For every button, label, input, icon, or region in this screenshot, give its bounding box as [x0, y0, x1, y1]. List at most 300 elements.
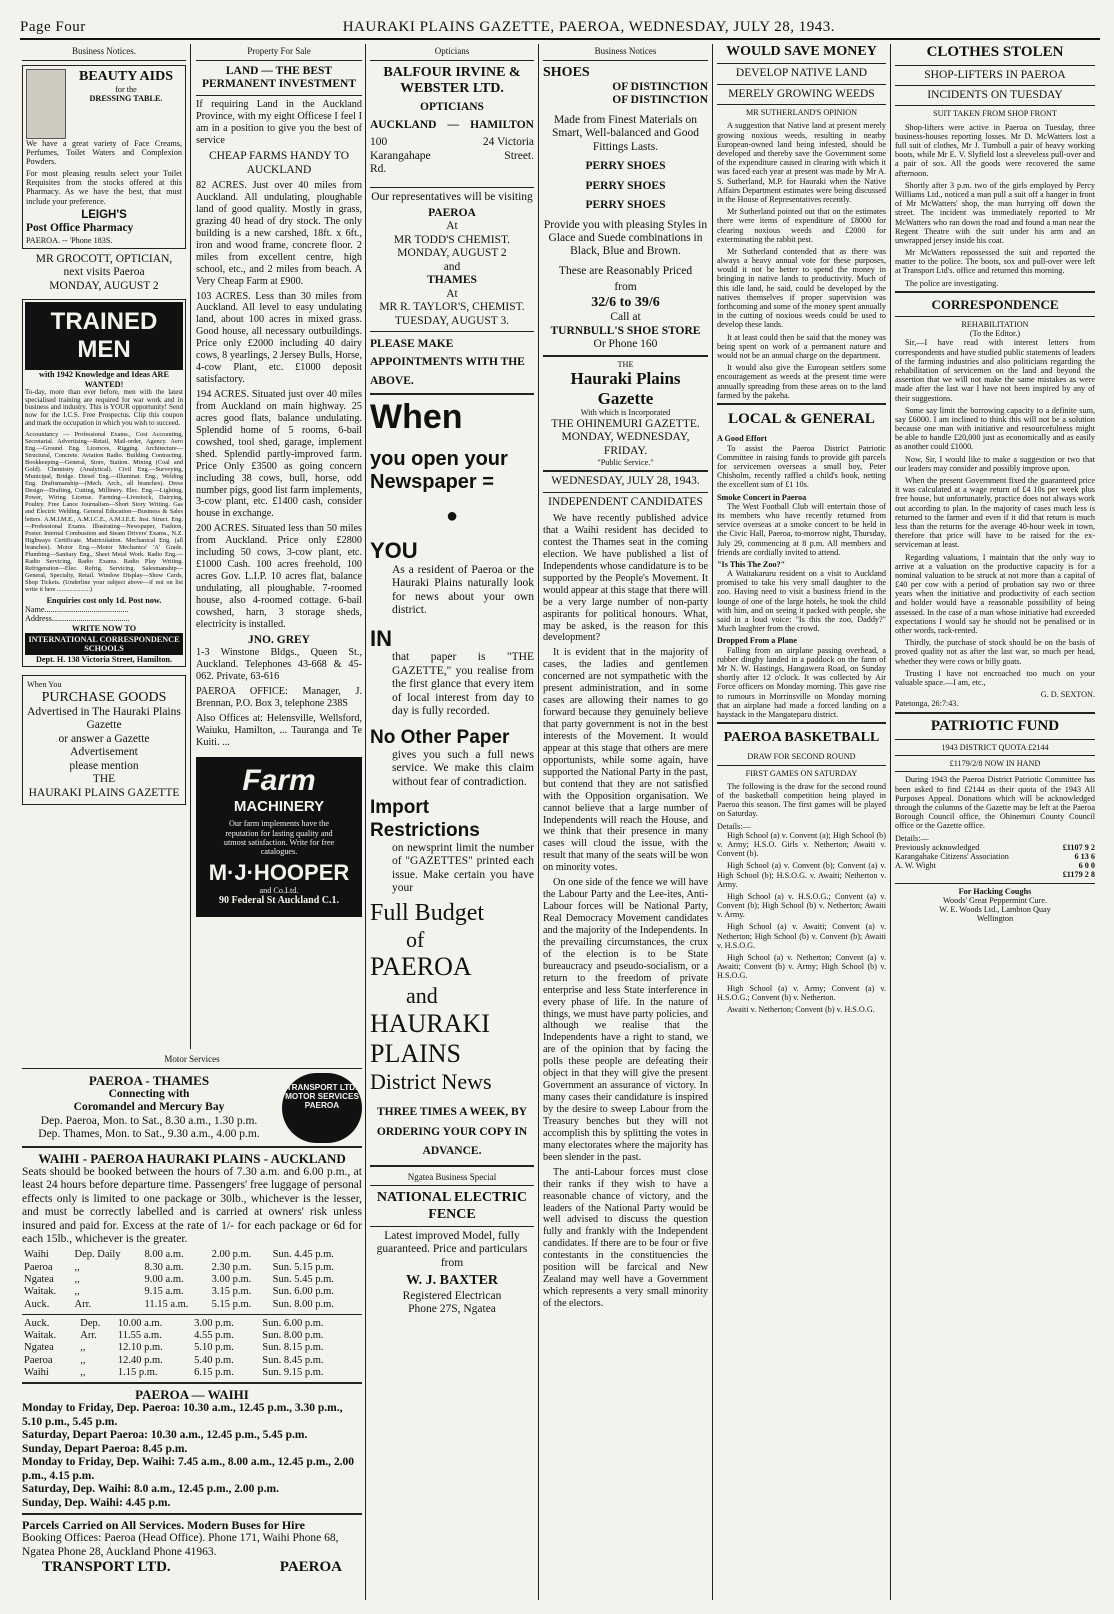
timetable-cell: 3.00 p.m. — [211, 1274, 252, 1285]
perry-shoes: PERRY SHOES — [585, 179, 666, 192]
timetable-cell: 11.15 a.m. — [144, 1298, 189, 1310]
at: At — [446, 220, 458, 233]
perry-shoes: PERRY SHOES — [585, 199, 666, 212]
route-sub: Coromandel and Mercury Bay — [73, 1101, 225, 1114]
course-list: Accountancy — Professional Exams., Cost Accounting, Secretarial. Advertising—Retail, Mail-order, Agency. Aero Eng.—Ground Eng. Licences, Rigging. Architecture—Structural, Concrete. Aviation Radio. Building Contracting. Bookkeeping—General, Store, Station. Mining (Coal and Gold). Chemistry (Analytical). Civil Eng.—Surveying, Municipal, Bridge. Diesel Eng.—Illuminat. Eng., Welding Eng. Draftsmanship—(Mech. Arch., all branches). Dress Design—Drafting, Cutting, Millinery. Elec. Eng.—Lighting, Power, Wiring License. Farming—Livestock, Dairying, Poultry. Free Lance Journalism—Short Story Writing. Gas and Electric Welding. General Education—Business & Sales letters. A.M.I.M.E., A.M.I.C.E., A.M.I.E.E. Inst. Struct. Eng.—Professional Exams. Illustrating—Newspaper, Fashion, Poster. Internal Combustion and Steam Drivers' Exams., N.Z. Highways Certificate. Matriculation. Mechanical Eng. (all branches). Motor Eng.—Motor Mechanics' 'A' Grade. Plumbing—Sanitary Eng., Sheet Metal Work. Radio Eng.—Radio Servicing, Radio Exams. Radio Play Writing. Refrigeration—Elec. Refrig. Servicing. Salesmanship—General, Specialty, Retail. Window Display—Show Cards, Shop Tickets. (Underline your subject above—if not on list write it here .....................) — [25, 430, 183, 593]
headline: CLOTHES STOLEN — [926, 44, 1064, 60]
paragraph: Now, Sir, I would like to make a suggestion or two that our leaders may consider and possibly improve upon. — [895, 454, 1095, 473]
item-body: A Waitakaruru resident on a visit to Auckland promised to take his very small daughter to the zoo. Having need to visit a business friend in the lounge of one of the large hotels, he took the child with him, and on seeing it packed with people, she said in a loud voice: "Is this the zoo, Daddy?" Much laughter from the crowd. — [717, 569, 886, 634]
shoes-title: SHOES — [543, 64, 590, 80]
ad-sub: MACHINERY — [233, 797, 325, 815]
route-title: WAIHI - PAEROA HAURAKI PLAINS - AUCKLAND — [38, 1150, 346, 1166]
ad-body: Our farm implements have the reputation for lasting quality and utmost satisfaction. Write for free catalogues. — [223, 819, 335, 856]
and: and — [443, 260, 461, 273]
timetable-cell: Waitak. — [24, 1330, 57, 1342]
timetable-cell: 8.00 a.m. — [144, 1249, 184, 1261]
hooper-name: M·J·HOOPER — [208, 860, 350, 886]
timetable-cell: 12.10 p.m. — [117, 1342, 163, 1354]
timetable-row — [22, 1367, 362, 1379]
ad-line: Advertised in The Hauraki Plains Gazette — [27, 705, 181, 732]
masthead — [20, 18, 1100, 40]
subheadline: FIRST GAMES ON SATURDAY — [745, 768, 858, 778]
beauty-aids-ad — [22, 65, 186, 249]
column-rule — [712, 44, 713, 1600]
the: THE — [617, 359, 634, 369]
details-label: Details:— — [717, 821, 751, 831]
timetable-cell: Ngatea — [24, 1342, 54, 1354]
parcels-line: Parcels Carried on All Services. Modern Buses for Hire — [22, 1518, 305, 1533]
draw-line: High School (a) v. H.S.O.G.; Convent (a) v. Convent (b); High School (b) v. Netherton; Awaiti v. Army. — [717, 891, 886, 920]
item-body: Falling from an airplane passing overhead, a rubber dinghy landed in a paddock on the farm of Mr N. W. Hastings, Hangawera Road, on Sunday shortly after 12 o'clock. It was collected by Air Force officers on Monday morning. This gave rise to rumours in Morrinsville on Monday morning that an airplane had made a forced landing on a haystack in the Mangateparu district. — [717, 645, 886, 719]
baxter-phone: Phone 27S, Ngatea — [408, 1303, 496, 1316]
timetable-cell: 5.40 p.m. — [194, 1354, 234, 1366]
shop-name: LEIGH'S — [81, 208, 127, 221]
column-shoes-editorial — [543, 44, 708, 1599]
paragraph: The anti-Labour forces must close their ranks if they wish to have a reasonable chance of victory, and the leaders of the National Party would be well advised to discuss the question fully and frankly with the Independent candidates. If there are to be four or five contestants in the constituencies the position will be farcical and New Zealand may well have a Government which represents a very small minority of the electors. — [543, 1166, 708, 1310]
page-number: Page Four — [20, 19, 86, 35]
firm-type: OPTICIANS — [420, 101, 484, 114]
promo-heading: Import Restrictions — [370, 797, 480, 841]
paragraph: Regarding valuations, I maintain that the only way to arrive at a valuation on the productive capacity is for a nominal valuation to be struck at not more than a capital of £40 per cow with a period of probation say two or three years when the initiative and productivity of each section and holder would have a reasonable possibility of being assessed. In the case of a man whose initiative had exceeded expectations I would say he should not be penalised or in other words, rack-rented. — [895, 552, 1095, 636]
ad-line: or answer a Gazette Advertisement — [58, 732, 150, 759]
baxter-name: W. J. BAXTER — [405, 1273, 499, 1289]
paragraph: It would also give the European settlers some encouragement as weeds at the present time were annually spreading from these areas on to the land farmed by the pakeha. — [717, 363, 886, 400]
perry-shoes: PERRY SHOES — [585, 160, 666, 173]
timetable-cell: Sun. 8.00 p.m. — [262, 1330, 324, 1342]
ad-sub: for the — [115, 84, 137, 94]
timetable-cell: 5.15 p.m. — [211, 1298, 252, 1310]
promo-text: on newsprint limit the number of "GAZETTES" printed each issue. Make certain you have your — [392, 841, 534, 895]
subheadline: 1943 DISTRICT QUOTA £2144 — [941, 743, 1049, 753]
ad-line: HAURAKI PLAINS GAZETTE — [28, 786, 180, 799]
section-title: Business Notices. — [22, 44, 186, 61]
timetable-cell: ,, — [80, 1354, 86, 1366]
to-editor: (To the Editor.) — [969, 329, 1021, 339]
trained-men-ad — [22, 299, 186, 667]
logo-text: PAEROA — [304, 1100, 340, 1110]
shoes-body: Made from Finest Materials on Smart, Well-balanced and Good Fittings Lasts. — [551, 113, 700, 153]
promo-heading: No Other Paper — [370, 726, 510, 748]
column-rule — [190, 44, 191, 1049]
item-body: To assist the Paeroa District Patriotic Committee in raising funds to provide gift parcels for servicemen overseas a small boy, Peter Chisholm, recently raffled a child's book, netting the excellent sum of £1 10s. — [717, 443, 886, 490]
subheadline: INCIDENTS ON TUESDAY — [927, 89, 1063, 101]
promo-text: gives you such a full news service. We make this claim without fear of contradiction. — [392, 748, 534, 788]
timetable-cell: Waihi — [24, 1366, 49, 1378]
section-title: Ngatea Business Special — [370, 1170, 534, 1187]
paragraph: Trusting I have not encroached too much on your valuable space.—I am, etc., — [895, 668, 1095, 687]
timetable-cell: 2.30 p.m. — [211, 1261, 252, 1273]
timetable-cell: Waitak. — [24, 1286, 57, 1298]
timetable-cell: 9.15 a.m. — [144, 1286, 184, 1298]
item-heading: Smoke Concert in Paeroa — [717, 492, 807, 502]
timetable-cell: 3.00 p.m. — [194, 1317, 234, 1329]
paper-title-date: HAURAKI PLAINS GAZETTE, PAEROA, WEDNESDAY, JULY 28, 1943. — [342, 19, 836, 35]
subheadline: DRAW FOR SECOND ROUND — [747, 752, 856, 762]
timetable-cell: ,, — [74, 1286, 80, 1298]
agent-name: JNO. GREY — [248, 633, 310, 646]
subheadline: MR SUTHERLAND'S OPINION — [745, 108, 858, 118]
draw-line: High School (a) v. Convent (a); High School (b) v. Army; H.S.O. Girls v. Netherton; Awaiti v. Convent (b). — [717, 830, 886, 859]
draw-line: Awaiti v. Netherton; Convent (b) v. H.S.O.G. — [727, 1004, 875, 1014]
promo-you: YOU — [370, 538, 418, 564]
article-body — [717, 121, 886, 399]
call-at: Call at — [610, 311, 641, 324]
timetable-cell: 5.10 p.m. — [194, 1342, 234, 1354]
listing-200: 200 ACRES. Situated less than 50 miles from Auckland. Price only £2800 including 50 cows, 3-cow plant, etc. £1000 Cash. 100 acres freehold, 100 acres Gov. L.I.P. 10 acres flat, balance undulating, all ploughable. 7-roomed house, also 4-roomed cottage. 6-bail cowshed, harn, 3 storage sheds, electricity is installed. — [196, 523, 362, 630]
item-heading: "Is This The Zoo?" — [717, 559, 786, 569]
timetable-cell: ,, — [80, 1342, 86, 1354]
visit-town: THAMES — [427, 274, 477, 287]
firm-name: BALFOUR IRVINE & — [383, 64, 521, 80]
donation-amount: £1107 9 2 — [1062, 842, 1095, 852]
schedule-line: Monday to Friday, Dep. Paeroa: 10.30 a.m., 12.45 p.m., 3.30 p.m., 5.10 p.m., 5.45 p.m. — [22, 1402, 343, 1428]
paragraph: Mr Sutherland contended that as there was always a heavy annual vote for these purposes, would it not be better to spend the money in bringing in native lands to productivity. Much of this idle land, he said, could be developed by the natives themselves if proper supervision was forthcoming and some of the money spent annually in the cutting of noxious weeds could be used to develop these lands. — [717, 246, 886, 330]
reps-line: Our representatives will be visiting — [371, 190, 533, 203]
section-heading: CORRESPONDENCE — [931, 296, 1059, 312]
appointments: PLEASE MAKE APPOINTMENTS WITH THE ABOVE. — [370, 338, 525, 387]
timetable-cell: Ngatea — [24, 1274, 54, 1285]
draw-line: High School (a) v. Netherton; Convent (a) v. Awaiti; Convent (b) v. Army; High School (b) v. H.S.O.G. — [717, 953, 886, 981]
column-rule — [538, 44, 539, 1600]
route-title: PAEROA — WAIHI — [135, 1387, 249, 1403]
column-rule — [365, 44, 366, 1600]
timetable-cell: Auck. — [24, 1298, 50, 1310]
promo-line: you open your — [370, 448, 508, 470]
donation-label: A. W. Wight — [895, 861, 936, 871]
donation-amount: 6 13 6 — [1074, 851, 1095, 861]
shoes-price-intro: These are Reasonably Priced — [558, 264, 693, 277]
editorial-title: INDEPENDENT CANDIDATES — [548, 495, 703, 508]
route-sub: Connecting with — [108, 1087, 190, 1100]
donation-label: Previously acknowledged — [895, 842, 980, 852]
timetable-cell: 11.55 a.m. — [117, 1330, 162, 1342]
promo-when: When — [370, 398, 463, 437]
timetable-cell: Arr. — [74, 1298, 92, 1310]
section-title: Business Notices — [543, 44, 708, 61]
timetable-cell: Sun. 5.45 p.m. — [272, 1274, 334, 1285]
timetable-cell: Sun. 6.00 p.m. — [262, 1317, 324, 1329]
firm-name: WEBSTER LTD. — [400, 80, 504, 96]
paragraph: A suggestion that Native land at present merely growing noxious weeds, resulting in nearby European-owned land being infested, should be developed and thereby save the Government some of the expenditure caused in clearing with which it was faced each year at present was made by Mr A. S. Sutherland, M.P. for Hauraki when the Native Affairs Department estimates were being discussed in the House of Representatives recently. — [717, 121, 886, 204]
ad-title: BEAUTY AIDS — [78, 68, 173, 84]
visit-place: MR TODD'S CHEMIST. — [393, 233, 511, 246]
agent-address: 1-3 Winstone Bldgs., Queen St., Auckland. Telephones 43-668 & 45-062. Private, 63-616 — [196, 647, 362, 683]
visit-place: MR R. TAYLOR'S, CHEMIST. — [379, 301, 525, 314]
section-title: Property For Sale — [196, 44, 362, 61]
hooper-co: and Co.Ltd. — [259, 885, 299, 895]
address: 100 Karangahape Rd. — [370, 136, 431, 176]
shoes-sub: OF DISTINCTION — [612, 94, 708, 107]
shoe-store: TURNBULL'S SHOE STORE — [550, 324, 701, 337]
ad-title: Farm — [242, 763, 316, 797]
column-clothes-corr — [895, 44, 1095, 1599]
timetable-cell: 8.30 a.m. — [144, 1261, 184, 1273]
timetable-cell: Sun. 8.00 p.m. — [272, 1298, 334, 1310]
headline: PAEROA BASKETBALL — [723, 730, 880, 746]
timetable-cell: 9.00 a.m. — [144, 1274, 184, 1285]
transport-town: PAEROA — [279, 1559, 342, 1576]
timetable-cell: 6.15 p.m. — [194, 1366, 234, 1378]
timetable-row — [22, 1249, 362, 1261]
local-items — [717, 434, 886, 719]
paeroa-office: PAEROA OFFICE: Manager, J. Brennan, P.O. Box 3, telephone 238S — [196, 686, 362, 709]
address-field: Address...................................... — [25, 614, 130, 624]
timetable-row — [22, 1299, 362, 1311]
subheadline: £1179/2/8 NOW IN HAND — [949, 759, 1041, 769]
woods-ad: For Hacking Coughs — [958, 886, 1032, 896]
timetable-cell: ,, — [74, 1274, 80, 1285]
promo-big: HAURAKI — [370, 1008, 490, 1038]
donations-list — [895, 843, 1095, 880]
timetable-row — [22, 1330, 362, 1342]
donation-row — [895, 843, 1095, 852]
pharmacy-address: PAEROA. -- 'Phone 183S. — [26, 235, 113, 245]
schedule-line: Sunday, Depart Paeroa: 8.45 p.m. — [22, 1442, 188, 1455]
ad-line: THE — [92, 773, 116, 786]
subheadline: SUIT TAKEN FROM SHOP FRONT — [933, 109, 1057, 119]
column-rule — [890, 44, 891, 1600]
basketball-draw — [717, 831, 886, 1014]
visit-date: MONDAY, AUGUST 2 — [397, 247, 507, 260]
section-title: Motor Services — [22, 1052, 362, 1069]
logo-text: MOTOR SERVICES — [285, 1091, 359, 1101]
timetable-cell: Waihi — [24, 1249, 49, 1261]
timetable-cell: Dep. — [80, 1317, 101, 1329]
promo-big: of — [406, 926, 425, 952]
timetable-cell: 2.00 p.m. — [211, 1249, 252, 1261]
timetable-cell: Arr. — [80, 1330, 97, 1342]
paragraph: It is evident that in the majority of cases, the ladies and gentlemen concerned are not sympathetic with the present administration, and in some cases are allowing their names to go forward because they genuinely believe that party government is not in the best interests of the Movement. It would appear at this stage that others are mere opportunists, while some again, have supported the National Party in the past, but contend that they are not satisfied with the Opposition organisation. We cannot believe that a large number of Independents will reach the House, and we think that their presence in many cases will cloud the issue, with the result that many of the seats will be won on minority votes. — [543, 647, 708, 874]
other-offices: Also Offices at: Helensville, Wellsford, Waiuku, Hamilton, ... Tauranga and Te Kuiti. ... — [196, 712, 362, 748]
paragraph: It at least could then be said that the money was being spent on work of a permanent nature and would not be an annual charge on the department. — [717, 332, 886, 360]
woods-ad: W. E. Woods Ltd., Lambton Quay — [939, 904, 1051, 914]
article-body — [895, 123, 1095, 288]
letter-body — [895, 338, 1095, 687]
ad-sub: with 1942 Knowledge and Ideas ARE WANTED! — [39, 370, 169, 389]
city: AUCKLAND — [370, 118, 437, 131]
timetable-cell: Sun. 6.00 p.m. — [272, 1286, 334, 1298]
section-title: Opticians — [370, 44, 534, 61]
timetable-south — [22, 1249, 362, 1310]
visit-town: PAEROA — [428, 206, 476, 219]
item-heading: Dropped From a Plane — [717, 636, 797, 646]
column-news — [717, 44, 886, 1599]
address: 24 Victoria Street. — [482, 136, 534, 162]
draw-line: High School (a) v. Convent (b); Convent (a) v. High School (b); H.S.O.G. v. Awaiti; Netherton v. Army. — [717, 861, 886, 889]
timetable-cell: Dep. Daily — [74, 1249, 121, 1261]
timetable-cell: ,, — [74, 1261, 80, 1273]
woods-ad: Wellington — [976, 914, 1014, 924]
promo-big: PLAINS — [370, 1038, 462, 1068]
purchase-goods-ad — [22, 675, 186, 805]
gazette-name: Hauraki Plains Gazette — [570, 368, 681, 408]
motor-services — [22, 1052, 362, 1602]
bullet: ● — [445, 504, 459, 527]
timetable-cell: Paeroa — [24, 1354, 53, 1366]
donation-amount: £1179 2 8 — [1062, 870, 1095, 880]
timetable-cell: Paeroa — [24, 1261, 53, 1273]
subheadline: REHABILITATION — [961, 320, 1029, 330]
timetable-cell: Sun. 5.15 p.m. — [272, 1261, 334, 1273]
paragraph: Some say limit the borrowing capacity to a definite sum, say £6000. I am inclined to think this will not be a solution because one man with initiative and resourcefulness might be able to handle £20,000 just as economically and as easily as another could £1000. — [895, 405, 1095, 452]
paragraph: Thirdly, the purchase of stock should be on the basis of proved quality not as after the last war, so much per head, whether they were cows or billy goats. — [895, 638, 1095, 666]
article-body: During 1943 the Paeroa District Patriotic Committee has been asked to find £2144 as their quota of the 1943 All Purposes Appeal. Donations which will be acknowledged through the columns of the Gazette may be left at the Paeroa Borough Council office, the Ohinemuri County Council office or the Gazette office. — [895, 775, 1095, 831]
pharmacy-name: Post Office Pharmacy — [26, 222, 134, 235]
route-title: PAEROA - THAMES — [88, 1072, 210, 1088]
transport-logo — [282, 1073, 362, 1143]
timetable-cell: 12.40 p.m. — [117, 1354, 163, 1366]
promo-big: District News — [370, 1069, 492, 1095]
donation-amount: 6 0 0 — [1078, 861, 1095, 871]
gazette-incorp: With which is Incorporated — [580, 408, 671, 418]
ad-body: For most pleasing results select your Toilet Requisites from the stocks offered at this Pharmacy. As we have the best, that must include your preference. — [26, 169, 182, 206]
ad-title: TRAINED MEN — [25, 302, 183, 370]
schedule-line: Saturday, Depart Paeroa: 10.30 a.m., 12.45 p.m., 5.45 p.m. — [22, 1429, 308, 1442]
subheadline: MERELY GROWING WEEDS — [728, 87, 875, 100]
departure: Dep. Thames, Mon. to Sat., 9.30 a.m., 4.00 p.m. — [38, 1128, 260, 1141]
grocott-line: MONDAY, AUGUST 2 — [49, 279, 159, 292]
timetable-cell: 3.15 p.m. — [211, 1286, 252, 1298]
timetable-row — [22, 1342, 362, 1354]
letter-signature: G. D. SEXTON. — [1040, 690, 1095, 700]
timetable-cell: 10.00 a.m. — [117, 1317, 163, 1329]
gazette-days: MONDAY, WEDNESDAY, FRIDAY. — [561, 431, 690, 457]
section-heading: LOCAL & GENERAL — [728, 410, 875, 427]
promo-order: THREE TIMES A WEEK, BY ORDERING YOUR COPY IN ADVANCE. — [376, 1106, 528, 1158]
ad-intro: To-day, more than ever before, men with the latest specialised training are required for war work and in business and industry. This is YOUR opportunity! Send now for the I.C.S. Free Prospectus. Clip this coupon and mark the occupation in which you wish to succeed. — [25, 387, 183, 428]
promo-big: and — [406, 982, 438, 1008]
donation-row — [895, 861, 1095, 870]
paragraph: We have recently published advice that a Waihi resident has decided to contest the Thames seat in the coming election. We have published a list of Independents whose candidature is to be supported by the People's Movement. It would appear at this stage that there will be a very large number of non-party aspirants for political honours. What, may be asked, is the reason for this development? — [543, 513, 708, 644]
fence-body: Latest improved Model, fully guaranteed. Price and particulars from — [376, 1229, 528, 1269]
school-address: Dept. H. 138 Victoria Street, Hamilton. — [35, 655, 173, 665]
grocott-line: MR GROCOTT, OPTICIAN, — [35, 252, 173, 265]
article-body: The following is the draw for the second round of the basketball competition being played in Paeroa this season. The first games will be played on Saturday. — [717, 781, 886, 819]
item-body: The West Football Club will entertain those of its members who have recently returned from service overseas at a smoke concert to be held in the Civic Hall, Paeroa, to-morrow night, Thursday, July 29, commencing at 8 p.m. All members and friends are cordially invited to attend. — [717, 501, 886, 557]
perry-shoes-list — [543, 160, 708, 212]
fence-title: NATIONAL ELECTRIC FENCE — [376, 1190, 528, 1222]
timetable-row — [22, 1286, 362, 1298]
subheadline: SHOP-LIFTERS IN PAEROA — [924, 68, 1066, 81]
name-field: Name......................................... — [25, 605, 129, 615]
timetable-cell: ,, — [80, 1366, 86, 1378]
baxter-title: Registered Electrican — [402, 1289, 502, 1302]
ad-when: When You — [27, 680, 62, 690]
hooper-address: 90 Federal St Auckland C.1. — [218, 895, 339, 907]
promo-text: that paper is "THE GAZETTE," you realise from the first glance that every item of local interest from day to day is fully recorded. — [392, 651, 534, 718]
draw-line: High School (a) v. Army; Convent (a) v. H.S.O.G.; Convent (b) v. Netherton. — [717, 983, 886, 1002]
grocott-line: next visits Paeroa — [63, 266, 145, 279]
logo-text: TRANSPORT LTD. — [286, 1082, 358, 1092]
paragraph: Shortly after 3 p.m. two of the girls employed by Percy Williams Ltd., noticed a man pull a suit off a hanger in front of Mr McWatters' shop, the man hurrying off down the street. The incident was immediately reported to Mr McWatters who ran down the road and found a man near the Regent Theatre with the suit under his arm and an unwrapped jersey inside his coat. — [895, 180, 1095, 245]
listing-103: 103 ACRES. Less than 30 miles from Auckland. All level to easy undulating land, about 100 acres in mixed grass. Good house, all necessary outbuildings. Price only £2000 including 40 dairy cows, 8 yearlings, 2 Jersey Bulls, Horse, 4-cow Plant, etc. £1000 deposit satisfactory. — [196, 290, 362, 386]
promo-line: Newspaper = — [370, 471, 494, 494]
headline: LAND — THE BEST PERMANENT INVESTMENT — [201, 64, 357, 90]
gazette-motto: "Public Service." — [597, 458, 654, 467]
shoes-sub: OF DISTINCTION — [612, 80, 708, 93]
headline: PATRIOTIC FUND — [930, 717, 1060, 734]
timetable-cell: Sun. 8.45 p.m. — [262, 1354, 324, 1366]
item-heading: A Good Effort — [717, 434, 768, 444]
shoes-price: 32/6 to 39/6 — [591, 294, 660, 310]
enquiries: Enquiries cost only 1d. Post now. — [46, 596, 162, 606]
timetable-cell: Sun. 8.15 p.m. — [262, 1342, 324, 1354]
visit-date: TUESDAY, AUGUST 3. — [394, 314, 510, 327]
column-business-notices — [22, 44, 186, 1049]
at: At — [446, 287, 458, 300]
paeroa-waihi-times — [22, 1402, 362, 1510]
promo-big: PAEROA — [370, 952, 472, 982]
from: from — [614, 281, 637, 294]
timetable-cell: 4.55 p.m. — [194, 1330, 234, 1342]
letter-place: Patetonga, 26:7:43. — [895, 699, 959, 709]
timetable-cell: 1.15 p.m. — [117, 1366, 158, 1378]
timetable-north — [22, 1318, 362, 1379]
shoe-phone: Or Phone 160 — [593, 338, 658, 351]
departure: Dep. Paeroa, Mon. to Sat., 8.30 a.m., 1.30 p.m. — [40, 1114, 258, 1127]
shoes-body: Provide you with pleasing Styles in Glace and Suede combinations in Black, Blue and Brown. — [543, 218, 708, 258]
editorial-body — [543, 513, 708, 1310]
promo-big: Full Budget — [370, 899, 485, 926]
woods-ad: Woods' Great Peppermint Cure. — [942, 895, 1048, 905]
paragraph: On one side of the fence we will have the Labour Party and the Lee-ites, Anti-Labour forces will be National Party, Real Democracy Movement candidates and the majority of the Independents. In the prevailing circumstances, the crux of the election is to be State bureaucracy and pseudo-socialism, or a return to the freedom of private enterprise and less State interference in every phase of life. In the nature of things, we must have party policies, and although we realise that the Independents have a right to stand, we are of the opinion that by facing the polls these people are defeating their object in that they will give the present Government an assurance of victory. In many cases their candidature is inspired by the desire to sweep Labour from the Treasury benches but they will not accomplish this by splitting the votes in many electorates where the majority has been slender in the past. — [543, 877, 708, 1163]
ad-line: please mention — [69, 759, 139, 772]
donation-row — [895, 852, 1095, 861]
timetable-row — [22, 1262, 362, 1274]
city: HAMILTON — [470, 118, 534, 131]
timetable-cell: Auck. — [24, 1317, 50, 1329]
paragraph: When the present Government fixed the guaranteed price it was calculated at a wage return of £4 10s per week plus free house, but unfortunately, practice does not always work out according to plan. In the majority of cases much less is returned to the farmer and even if it did that return is much less than the returns for the average 40-hour week in town, therefore that price will have to be raised for the ex-serviceman at least. — [895, 476, 1095, 550]
gazette-incorp: THE OHINEMURI GAZETTE. — [551, 417, 700, 430]
donation-row — [895, 870, 1095, 879]
route-conditions: Seats should be booked between the hours of 7.30 a.m. and 6.00 p.m., at least 24 hours before departure time. Passengers' free luggage of personal effects only is limited to one package or 30lb., whichever is the lesser, and must be correctly labelled and is carried at owners' risk unless insured and paid for. Excess at the rate of 1/- for each package or 6d for each 15lb., whichever is the greater. — [22, 1165, 362, 1245]
write-now: WRITE NOW TO — [71, 623, 137, 633]
booking-offices: Booking Offices: Paeroa (Head Office). Phone 171, Waihi Phone 68, Ngatea Phone 28, Auckland Phone 41963. — [22, 1532, 339, 1558]
details-label: Details:— — [895, 833, 929, 843]
subheadline: DEVELOP NATIVE LAND — [735, 67, 868, 80]
column-property — [196, 44, 362, 1049]
timetable-cell: Sun. 9.15 p.m. — [262, 1366, 324, 1378]
intro: If requiring Land in the Auckland Province, with my eight Officese I feel I am in a position to give you the best of service — [196, 99, 362, 147]
paragraph: Sir,—I have read with interest letters from correspondents and have studied public statements of leaders of the farming industries and also politicians regarding the rehabilitation of servicemen on the land and beyond the assertion that we will not make the same mistakes as were made after the last war I have not been inspired by any of their suggestions. — [895, 338, 1095, 403]
schedule-line: Saturday, Dep. Waihi: 8.0 a.m., 12.45 p.m., 2.00 p.m. — [22, 1483, 279, 1496]
subheadline: CHEAP FARMS HANDY TO AUCKLAND — [208, 150, 350, 176]
draw-line: High School (a) v. Awaiti; Convent (a) v. Netherton; High School (b) v. Convent (b); Awaiti v. H.S.O.G. — [717, 922, 886, 950]
ad-sub: DRESSING TABLE. — [89, 94, 163, 104]
timetable-cell: Sun. 4.45 p.m. — [272, 1249, 334, 1261]
headline: WOULD SAVE MONEY — [726, 44, 877, 59]
schedule-line: Sunday, Dep. Waihi: 4.45 p.m. — [22, 1496, 171, 1509]
school-name: INTERNATIONAL CORRESPONDENCE SCHOOLS — [25, 633, 183, 655]
farm-machinery-ad — [196, 757, 362, 917]
timetable-row — [22, 1274, 362, 1286]
donation-label: Karangahake Citizens' Association — [895, 851, 1009, 861]
paragraph: Mr Sutherland pointed out that on the estimates there were items of expenditure of £8000 for clearing noxious weeds and £2000 for exterminating the rabbit pest. — [717, 207, 886, 244]
column-opticians: Opticians BALFOUR IRVINE & WEBSTER LTD. OPTICIANS AUCKLAND — HAMILTON 100 Karangahape Rd. 24 Victoria Street. Our representatives will be visiting PAEROA At MR TODD'S CHEMIST. MONDAY, AUGUST 2 and THAMES At MR R. TAYLOR'S, CHEMIST. TUESDAY, AUGUST 3. PLEASE MAKE APPOINTMENTS WITH THE ABOVE. When you open your Newspaper = ● YOU As a resident of Paeroa or the Hauraki Plains naturally look for news about your own district. IN that paper is "THE GAZETTE," you realise from the first glance that every item of local interest from day to day is fully recorded. No Other Paper gives you such a full news service. We make this claim without fear of contradiction. Import Restrictions on newsprint limit the number of "GAZETTES" printed each issue. Make certain you have your Full Budget of PAEROA and HAURAKI PLAINS District News THREE TIMES A WEEK, BY ORDERING YOUR COPY IN ADVANCE. Ngatea Business Special NATIONAL ELECTRIC FENCE Latest improved Model, fully guaranteed. Price and particulars from W. J. BAXTER Registered Electrican Phone 27S, Ngatea — [370, 46, 534, 1316]
timetable-row — [22, 1318, 362, 1330]
ad-title: PURCHASE GOODS — [41, 689, 167, 705]
ad-body: We have a great variety of Face Creams, Perfumes, Toilet Waters and Complexion Powders. — [26, 138, 182, 166]
paragraph: Shop-lifters were active in Paeroa on Tuesday, three business-houses reporting losses. Mr D. McWatters lost a full suit of clothes, Mr J. Turnbull a pair of heavy working boots, while Mr E. V. Slyfield lost a sleeveless pull-over and a pair of sox. All the goods were recovered the same afternoon. — [895, 122, 1095, 178]
lady-illustration — [26, 69, 66, 139]
paragraph: Mr McWatters repossessed the suit and reported the matter to the police. The boots, sox and pull-over were left at Transport Ltd's. office and returned this morning. — [895, 248, 1095, 276]
promo-text: As a resident of Paeroa or the Hauraki Plains naturally look for news about your own district. — [392, 563, 534, 617]
promo-in: IN — [370, 625, 392, 651]
listing-194: 194 ACRES. Situated just over 40 miles from Auckland on main highway. 25 acres good flats, balance undulating. Splendid home of 5 rooms, 6-bail cowshed, tool shed, garage, implement shed. Splendid partly-improved farm. Price Only £3500 as going concern including 38 cows, bull, horse, odd number pigs, good list farm implements, 3-cow plant, etc. £1400 cash, consider house in exchange. — [196, 389, 362, 520]
editorial-date: WEDNESDAY, JULY 28, 1943. — [551, 475, 700, 488]
transport-name: TRANSPORT LTD. — [42, 1559, 171, 1576]
paragraph: The police are investigating. — [905, 278, 999, 288]
